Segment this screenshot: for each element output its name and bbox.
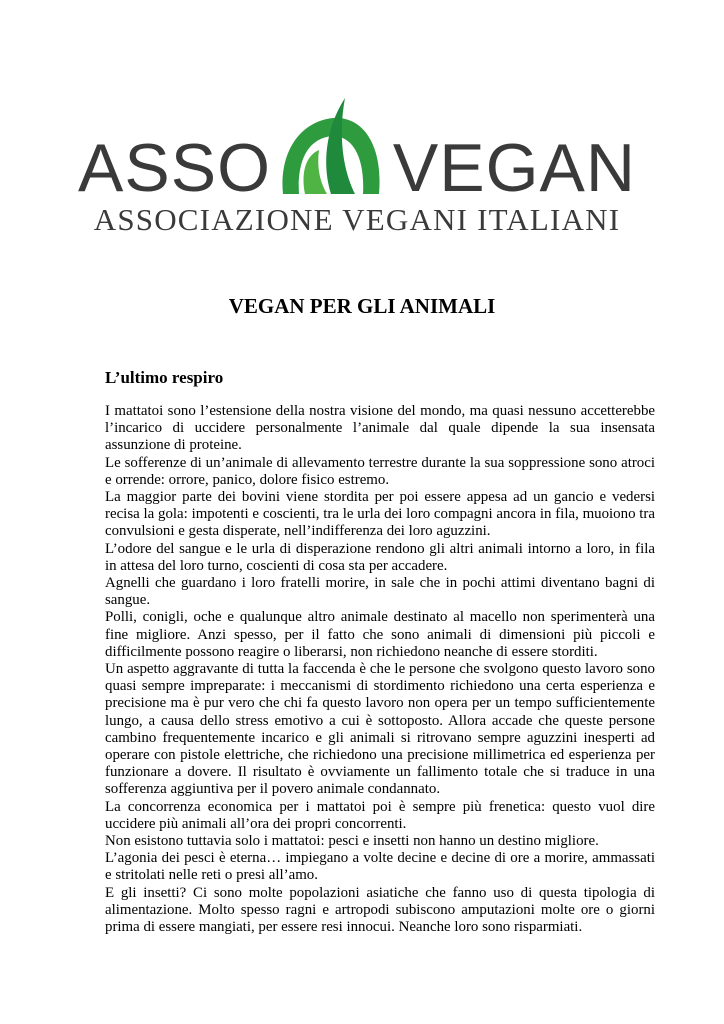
logo-subtitle: ASSOCIAZIONE VEGANI ITALIANI bbox=[93, 202, 621, 237]
paragraph: Polli, conigli, oche e qualunque altro animale destinato al macello non sperimenterà una fine migliore. Anzi spesso, per il fatto che sono animali di dimensioni più piccoli e difficilmente possono reagire o liberarsi, non richiedono neanche di essere storditi. bbox=[105, 609, 655, 660]
assovegan-logo bbox=[78, 96, 636, 241]
paragraph: I mattatoi sono l’estensione della nostra visione del mondo, ma quasi nessuno accetterebbe l’incarico di uccidere personalmente l’animale dal quale dipende la sua insensata assunzione di proteine. bbox=[105, 403, 655, 454]
logo-leaf-left bbox=[304, 150, 327, 194]
paragraph: Agnelli che guardano i loro fratelli morire, in sale che in pochi attimi diventano bagni di sangue. bbox=[105, 575, 655, 609]
logo-word-vegan: VEGAN bbox=[392, 130, 636, 206]
document-title: VEGAN PER GLI ANIMALI bbox=[228, 294, 496, 318]
paragraph: L’agonia dei pesci è eterna… impiegano a volte decine e decine di ore a morire, ammassati e stritolati nelle reti o presi all’amo. bbox=[105, 850, 655, 884]
paragraph: La maggior parte dei bovini viene stordita per poi essere appesa ad un gancio e vedersi recisa la gola: impotenti e coscienti, tra le urla dei loro compagni ancora in fila, muoiono tra convulsioni e gesta disperate, nell’indifferenza dei loro aguzzini. bbox=[105, 489, 655, 540]
leaf-logo-icon bbox=[275, 96, 385, 196]
paragraph: Le sofferenze di un’animale di allevamento terrestre durante la sua soppressione sono atroci e orrende: orrore, panico, dolore fisico estremo. bbox=[105, 454, 655, 488]
logo-word-asso: ASSO bbox=[78, 130, 271, 206]
paragraph: L’odore del sangue e le urla di disperazione rendono gli altri animali intorno a loro, in fila in attesa del loro turno, coscienti di cosa sta per accadere. bbox=[105, 540, 655, 574]
body-text bbox=[105, 403, 655, 936]
paragraph: Non esistono tuttavia solo i mattatoi: pesci e insetti non hanno un destino migliore. bbox=[105, 833, 599, 850]
paragraph: Un aspetto aggravante di tutta la faccenda è che le persone che svolgono questo lavoro sono quasi sempre impreparate: i meccanismi di stordimento richiedono una certa esperienza e precisione ma è pur vero che chi fa questo lavoro non opera per un tempo sufficientemente lungo, a causa dello stress emotivo a cui è sottoposto. Allora accade che queste persone cambino frequentemente incarico e gli animali si ritrovano sempre aguzzini inesperti ad operare con pistole elettriche, che richiedono una precisione millimetrica ed esperienza per funzionare a dovere. Il risultato è ovviamente un fallimento totale che si traduce in una sofferenza aggiuntiva per il povero animale condannato. bbox=[105, 661, 655, 798]
paragraph: E gli insetti? Ci sono molte popolazioni asiatiche che fanno uso di questa tipologia di alimentazione. Molto spesso ragni e artropodi subiscono amputazioni molte ore o giorni prima di essere mangiati, per essere resi innocui. Neanche loro sono risparmiati. bbox=[105, 884, 655, 936]
paragraph: La concorrenza economica per i mattatoi poi è sempre più frenetica: questo vuol dire uccidere più animali all’ora dei propri concorrenti. bbox=[105, 798, 655, 832]
logo-leaf-center bbox=[326, 98, 355, 194]
section-title: L’ultimo respiro bbox=[105, 368, 224, 387]
